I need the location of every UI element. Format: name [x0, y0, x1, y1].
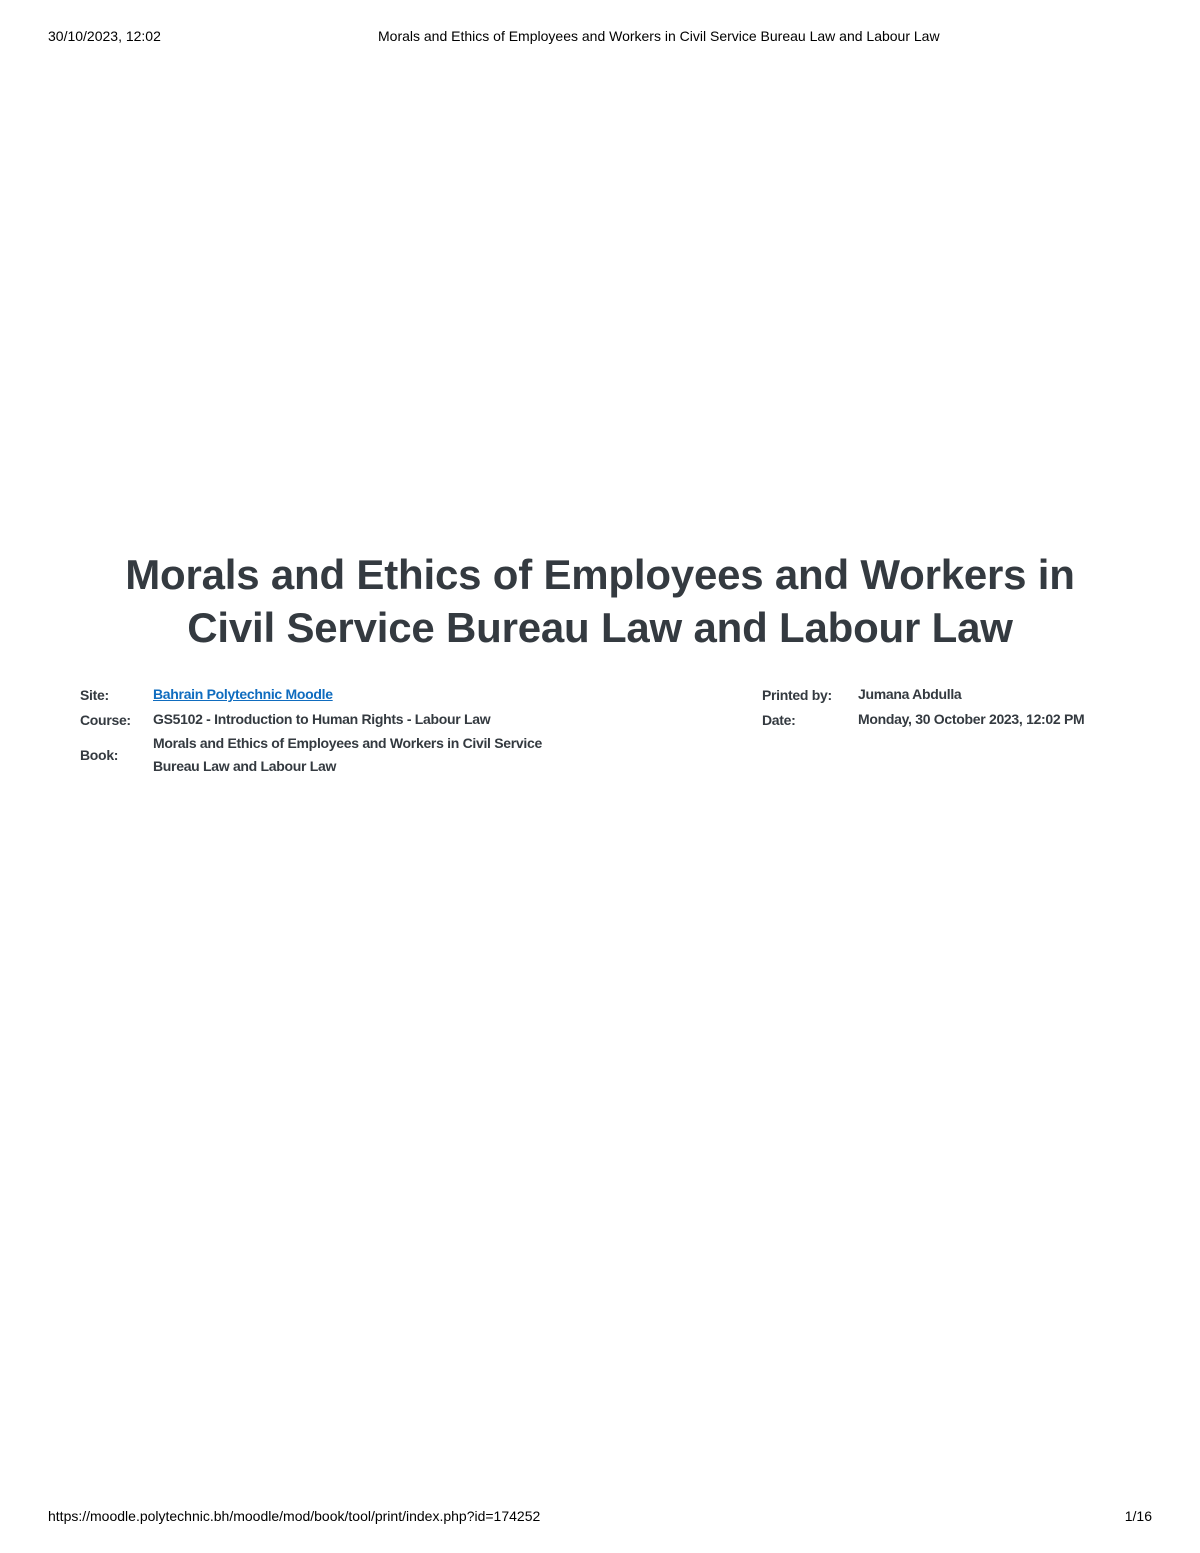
- book-value-line-2: Bureau Law and Labour Law: [153, 758, 337, 774]
- print-header: [48, 28, 1152, 48]
- book-info-right: [762, 682, 1162, 732]
- course-value: GS5102 - Introduction to Human Rights - Labour Law: [153, 711, 491, 727]
- site-label: Site:: [80, 686, 109, 703]
- book-value: [153, 732, 600, 778]
- course-row: [80, 707, 600, 732]
- book-title: [60, 548, 1140, 654]
- printed-by-label: Printed by:: [762, 686, 832, 703]
- print-url: https://moodle.polytechnic.bh/moodle/mod/book/tool/print/index.php?id=174252: [48, 1508, 541, 1524]
- book-title-line-1: Morals and Ethics of Employees and Workers in: [125, 551, 1075, 598]
- printed-by-row: [762, 682, 1162, 707]
- print-date-time: 30/10/2023, 12:02: [48, 28, 161, 44]
- course-label: Course:: [80, 711, 131, 728]
- page-number: 1/16: [1124, 1508, 1152, 1524]
- date-value: Monday, 30 October 2023, 12:02 PM: [858, 711, 1085, 727]
- book-title-line-2: Civil Service Bureau Law and Labour Law: [187, 604, 1013, 651]
- site-link[interactable]: Bahrain Polytechnic Moodle: [153, 686, 333, 702]
- date-row: [762, 707, 1162, 732]
- book-value-line-1: Morals and Ethics of Employees and Workers in Civil Service: [153, 735, 542, 751]
- book-row: [80, 732, 600, 778]
- book-label: Book:: [80, 747, 119, 763]
- book-info-left: [80, 682, 600, 778]
- site-row: [80, 682, 600, 707]
- print-footer: [48, 1508, 1152, 1528]
- printed-by-value: Jumana Abdulla: [858, 686, 962, 702]
- date-label: Date:: [762, 711, 796, 728]
- print-page-title: Morals and Ethics of Employees and Workers in Civil Service Bureau Law and Labour Law: [378, 28, 940, 44]
